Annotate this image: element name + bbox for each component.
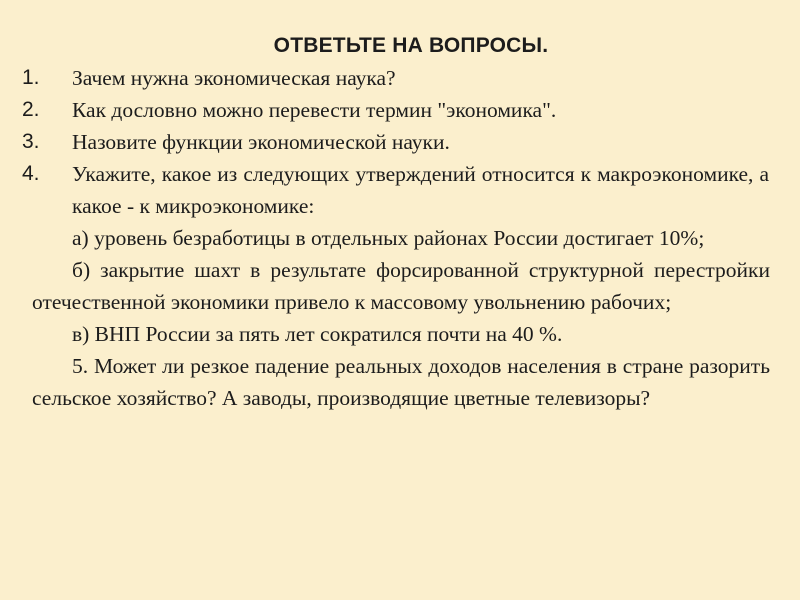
question-number: 4. (22, 162, 40, 185)
question-number: 3. (22, 130, 40, 153)
question-text: Зачем нужна экономическая наука? (72, 66, 396, 90)
statement-a: а) уровень безработицы в отдельных районах России достигает 10%; (72, 226, 705, 250)
question-number: 2. (22, 98, 40, 121)
question-number: 1. (22, 66, 40, 89)
statement-b: б) закрытие шахт в результате форсированной структурной перестройки отечественной экономики привело к массовому увольнению рабочих; (32, 258, 770, 314)
question-item-3 (0, 126, 800, 158)
slide-title: ОТВЕТЬТЕ НА ВОПРОСЫ. (273, 34, 549, 57)
question-text: Укажите, какое из следующих утверждений относится к макроэкономике, а какое - к микроэкономике: (72, 162, 769, 218)
question-item-4 (0, 158, 800, 222)
question-text: Назовите функции экономической науки. (72, 130, 450, 154)
question-text: Как дословно можно перевести термин "экономика". (72, 98, 557, 122)
question-item-2 (0, 94, 800, 126)
question-list (0, 62, 800, 414)
question-5: 5. Может ли резкое падение реальных доходов населения в стране разорить сельское хозяйство? А заводы, производящие цветные телевизоры? (32, 354, 770, 410)
question-item-1 (0, 62, 800, 94)
statement-c: в) ВНП России за пять лет сократился почти на 40 %. (72, 322, 563, 346)
